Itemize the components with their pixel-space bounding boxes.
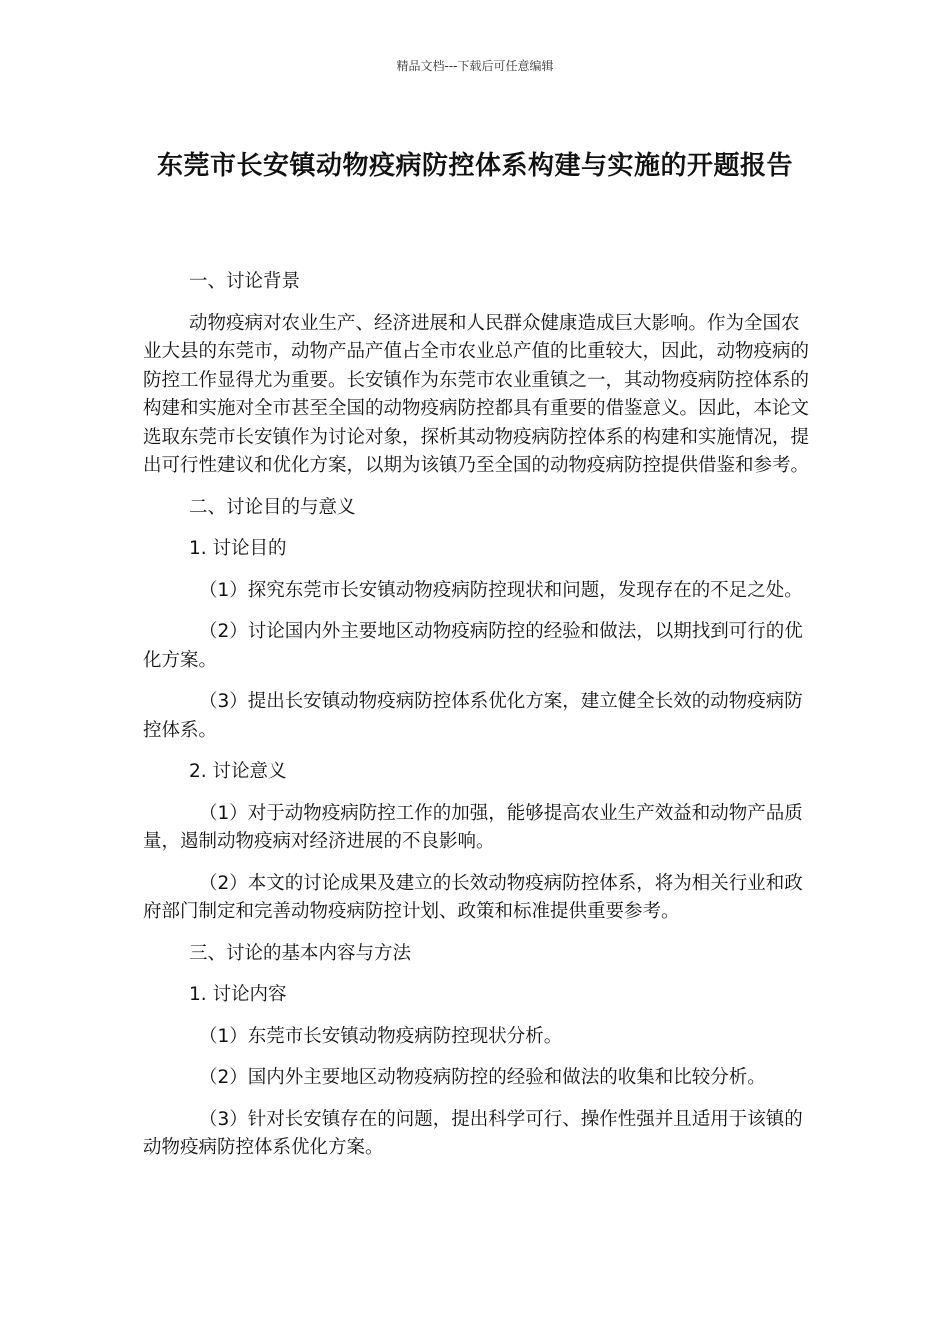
document-title: 东莞市长安镇动物疫病防控体系构建与实施的开题报告 [156,151,793,181]
significance-item-1: （1）对于动物疫病防控工作的加强，能够提高农业生产效益和动物产品质量，遏制动物疫病对经济进展的不良影响。 [143,802,803,852]
subheading-significance: 2. 讨论意义 [189,761,287,782]
section-heading-purpose: 二、讨论目的与意义 [189,496,356,518]
purpose-item-1: （1）探究东莞市长安镇动物疫病防控现状和问题，发现存在的不足之处。 [199,579,803,601]
document-body [143,268,815,1176]
purpose-item-3: （3）提出长安镇动物疫病防控体系优化方案，建立健全长效的动物疫病防控体系。 [143,691,803,741]
section-heading-content-methods: 三、讨论的基本内容与方法 [189,942,412,964]
content-item-2: （2）国内外主要地区动物疫病防控的经验和做法的收集和比较分析。 [199,1067,766,1088]
content-item-3: （3）针对长安镇存在的问题，提出科学可行、操作性强并且适用于该镇的动物疫病防控体系优化方案。 [143,1108,803,1158]
section-heading-background: 一、讨论背景 [189,271,301,292]
header-note: 精品文档---下载后可任意编辑 [396,59,554,73]
subheading-content: 1. 讨论内容 [189,984,287,1005]
content-item-1: （1）东莞市长安镇动物疫病防控现状分析。 [199,1025,563,1047]
background-paragraph: 动物疫病对农业生产、经济进展和人民群众健康造成巨大影响。作为全国农业大县的东莞市，动物产品产值占全市农业总产值的比重较大，因此，动物疫病的防控工作显得尤为重要。长安镇作为东莞市农业重镇之一，其动物疫病防控体系的构建和实施对全市甚至全国的动物疫病防控都具有重要的借鉴意义。因此，本论文选取东莞市长安镇作为讨论对象，探析其动物疫病防控体系的构建和实施情况，提出可行性建议和优化方案，以期为该镇乃至全国的动物疫病防控提供借鉴和参考。 [143,312,810,476]
purpose-item-2: （2）讨论国内外主要地区动物疫病防控的经验和做法，以期找到可行的优化方案。 [143,621,803,671]
subheading-purpose: 1. 讨论目的 [189,538,287,559]
significance-item-2: （2）本文的讨论成果及建立的长效动物疫病防控体系，将为相关行业和政府部门制定和完善动物疫病防控计划、政策和标准提供重要参考。 [143,872,803,922]
